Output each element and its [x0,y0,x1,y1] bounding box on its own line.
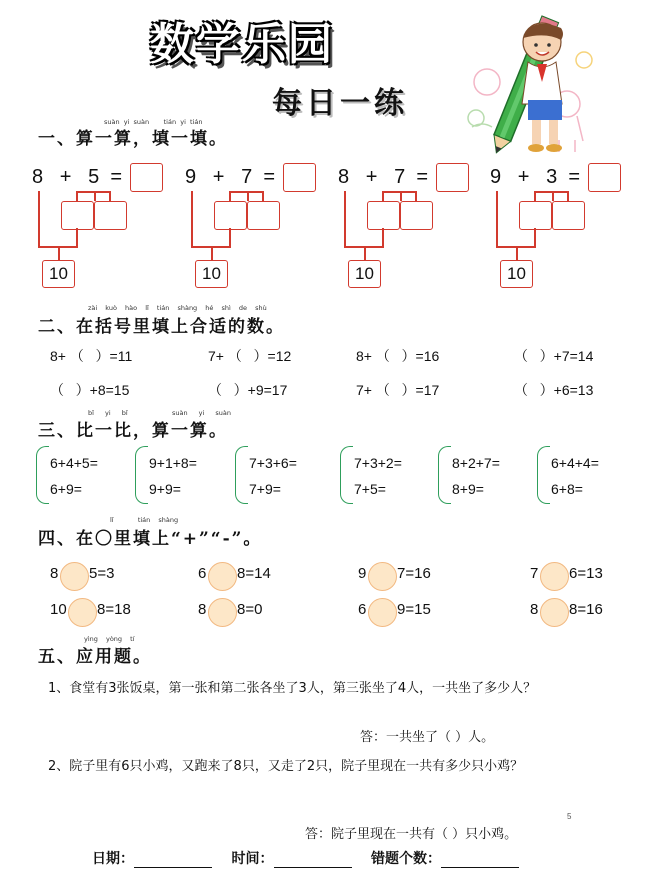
q1-split-box-right[interactable] [247,201,280,230]
fill-blank-item[interactable]: 7+ （ ）=12 [208,348,292,364]
q1-addend-a: 9 [185,166,197,188]
operator-right-expression: 8=14 [237,565,271,582]
q1-connector [344,191,346,246]
fill-blank-item[interactable]: 8+ （ ）=16 [356,348,440,364]
q1-addend-a: 8 [338,166,350,188]
q1-connector [552,191,554,201]
compare-expression: 7+3+2= [354,455,402,471]
q1-addend-b: 7 [241,166,253,188]
page-title: 数学乐园 [150,19,334,70]
operator-right-expression: 8=0 [237,601,263,618]
operator-left-number: 8 [530,601,539,618]
q1-connector [415,191,417,201]
compare-expression: 6+4+5= [50,455,98,471]
operator-circle[interactable] [208,562,237,591]
operator-left-number: 7 [530,565,539,582]
q1-operator: + [59,166,72,188]
q1-addend-b: 3 [546,166,558,188]
q1-answer-box[interactable] [283,163,316,192]
compare-expression: 6+9= [50,481,82,497]
operator-circle[interactable] [540,562,569,591]
q1-connector [364,246,366,260]
operator-left-number: 9 [358,565,367,582]
problem-2-answer: 答：院子里现在一共有（ ）只小鸡。 [305,827,518,842]
section-5-pinyin: yìng yòng tí [84,635,135,643]
operator-right-expression: 8=18 [97,601,131,618]
q1-equation [338,166,428,189]
footer-date-field[interactable] [134,853,212,868]
operator-right-expression: 8=16 [569,601,603,618]
section-3-pinyin: bǐ yi bǐ suàn yi suàn [88,409,231,417]
q1-split-box-right[interactable] [400,201,433,230]
q1-connector [400,191,402,201]
operator-circle[interactable] [368,562,397,591]
brace-icon [438,446,451,504]
q1-split-box-right[interactable] [94,201,127,230]
compare-expression: 7+5= [354,481,386,497]
fill-blank-item[interactable]: （ ）+6=13 [514,382,594,398]
q1-ten-box: 10 [500,260,533,288]
q1-connector [229,228,231,246]
q1-ten-box: 10 [348,260,381,288]
q1-connector [191,191,193,246]
q1-operator: + [212,166,225,188]
section-4-heading: 四、在〇里填上“+”“-”。 [38,529,263,549]
q1-connector [58,246,60,260]
fill-blank-item[interactable]: 8+ （ ）=11 [50,348,133,364]
compare-expression: 6+8= [551,481,583,497]
q1-operator: + [517,166,530,188]
q1-connector [229,191,263,193]
operator-left-number: 8 [198,601,207,618]
q1-connector [76,191,110,193]
operator-circle[interactable] [208,598,237,627]
operator-right-expression: 6=13 [569,565,603,582]
q1-connector [534,228,536,246]
fill-blank-item[interactable]: 7+ （ ）=17 [356,382,440,398]
q1-ten-box: 10 [42,260,75,288]
footer-time-field[interactable] [274,853,352,868]
q1-split-box-left[interactable] [61,201,94,230]
q1-addend-a: 9 [490,166,502,188]
operator-right-expression: 5=3 [89,565,115,582]
section-4-pinyin: lǐ tián shàng [110,516,179,524]
q1-split-box-right[interactable] [552,201,585,230]
fill-blank-item[interactable]: （ ）+9=17 [208,382,288,398]
footer-errors-label: 错题个数： [371,851,441,867]
footer [92,848,519,868]
q1-addend-b: 7 [394,166,406,188]
operator-circle[interactable] [60,562,89,591]
brace-icon [340,446,353,504]
operator-circle[interactable] [368,598,397,627]
problem-1-text: 1、食堂有3张饭桌，第一张和第二张各坐了3人，第三张坐了4人，一共坐了多少人？ [48,681,537,696]
q1-connector [496,191,498,246]
section-2-pinyin: zài kuò hào lǐ tián shàng hé shì de shù [88,304,267,312]
q1-equals: = [263,166,276,188]
operator-left-number: 6 [198,565,207,582]
q1-connector [76,228,78,246]
operator-circle[interactable] [68,598,97,627]
q1-equation [490,166,580,189]
boy-with-pencil-illustration [452,12,602,162]
q1-split-box-left[interactable] [519,201,552,230]
footer-errors-field[interactable] [441,853,519,868]
q1-operator: + [365,166,378,188]
q1-addend-a: 8 [32,166,44,188]
page-subtitle: 每日一练 [272,86,408,121]
operator-circle[interactable] [540,598,569,627]
compare-expression: 9+9= [149,481,181,497]
q1-split-box-left[interactable] [214,201,247,230]
q1-connector [567,191,569,201]
compare-expression: 9+1+8= [149,455,197,471]
q1-connector [211,246,213,260]
q1-answer-box[interactable] [588,163,621,192]
page-number: 5 [567,812,572,821]
section-1-pinyin: suàn yi suàn tián yi tián [104,118,203,126]
q1-connector [109,191,111,201]
q1-connector [534,191,536,201]
footer-time-label: 时间： [231,851,274,867]
q1-equation [32,166,122,189]
q1-connector [76,191,78,201]
q1-connector [534,191,568,193]
section-2-heading: 二、在括号里填上合适的数。 [38,317,285,337]
q1-equals: = [110,166,123,188]
q1-answer-box[interactable] [130,163,163,192]
q1-split-box-left[interactable] [367,201,400,230]
compare-expression: 8+2+7= [452,455,500,471]
q1-connector [94,191,96,201]
compare-expression: 6+4+4= [551,455,599,471]
operator-left-number: 8 [50,565,59,582]
q1-equals: = [568,166,581,188]
q1-connector [382,191,384,201]
q1-connector [382,191,416,193]
brace-icon [36,446,49,504]
section-5-heading: 五、应用题。 [38,647,152,667]
fill-blank-item[interactable]: （ ）+8=15 [50,382,130,398]
operator-right-expression: 7=16 [397,565,431,582]
q1-addend-b: 5 [88,166,100,188]
fill-blank-item[interactable]: （ ）+7=14 [514,348,594,364]
brace-icon [537,446,550,504]
section-3-heading: 三、比一比，算一算。 [38,421,228,441]
compare-expression: 8+9= [452,481,484,497]
brace-icon [135,446,148,504]
problem-2-text: 2、院子里有6只小鸡，又跑来了8只，又走了2只，院子里现在一共有多少只小鸡？ [48,759,524,774]
operator-left-number: 6 [358,601,367,618]
q1-ten-box: 10 [195,260,228,288]
q1-connector [38,191,40,246]
q1-connector [516,246,518,260]
brace-icon [235,446,248,504]
operator-right-expression: 9=15 [397,601,431,618]
q1-connector [229,191,231,201]
operator-left-number: 10 [50,601,67,618]
q1-answer-box[interactable] [436,163,469,192]
section-1-heading: 一、算一算，填一填。 [38,129,228,149]
problem-1-answer: 答：一共坐了（ ）人。 [360,730,495,745]
compare-expression: 7+3+6= [249,455,297,471]
q1-connector [247,191,249,201]
footer-date-label: 日期： [92,851,134,867]
q1-equation [185,166,275,189]
q1-connector [382,228,384,246]
q1-connector [262,191,264,201]
compare-expression: 7+9= [249,481,281,497]
q1-equals: = [416,166,429,188]
